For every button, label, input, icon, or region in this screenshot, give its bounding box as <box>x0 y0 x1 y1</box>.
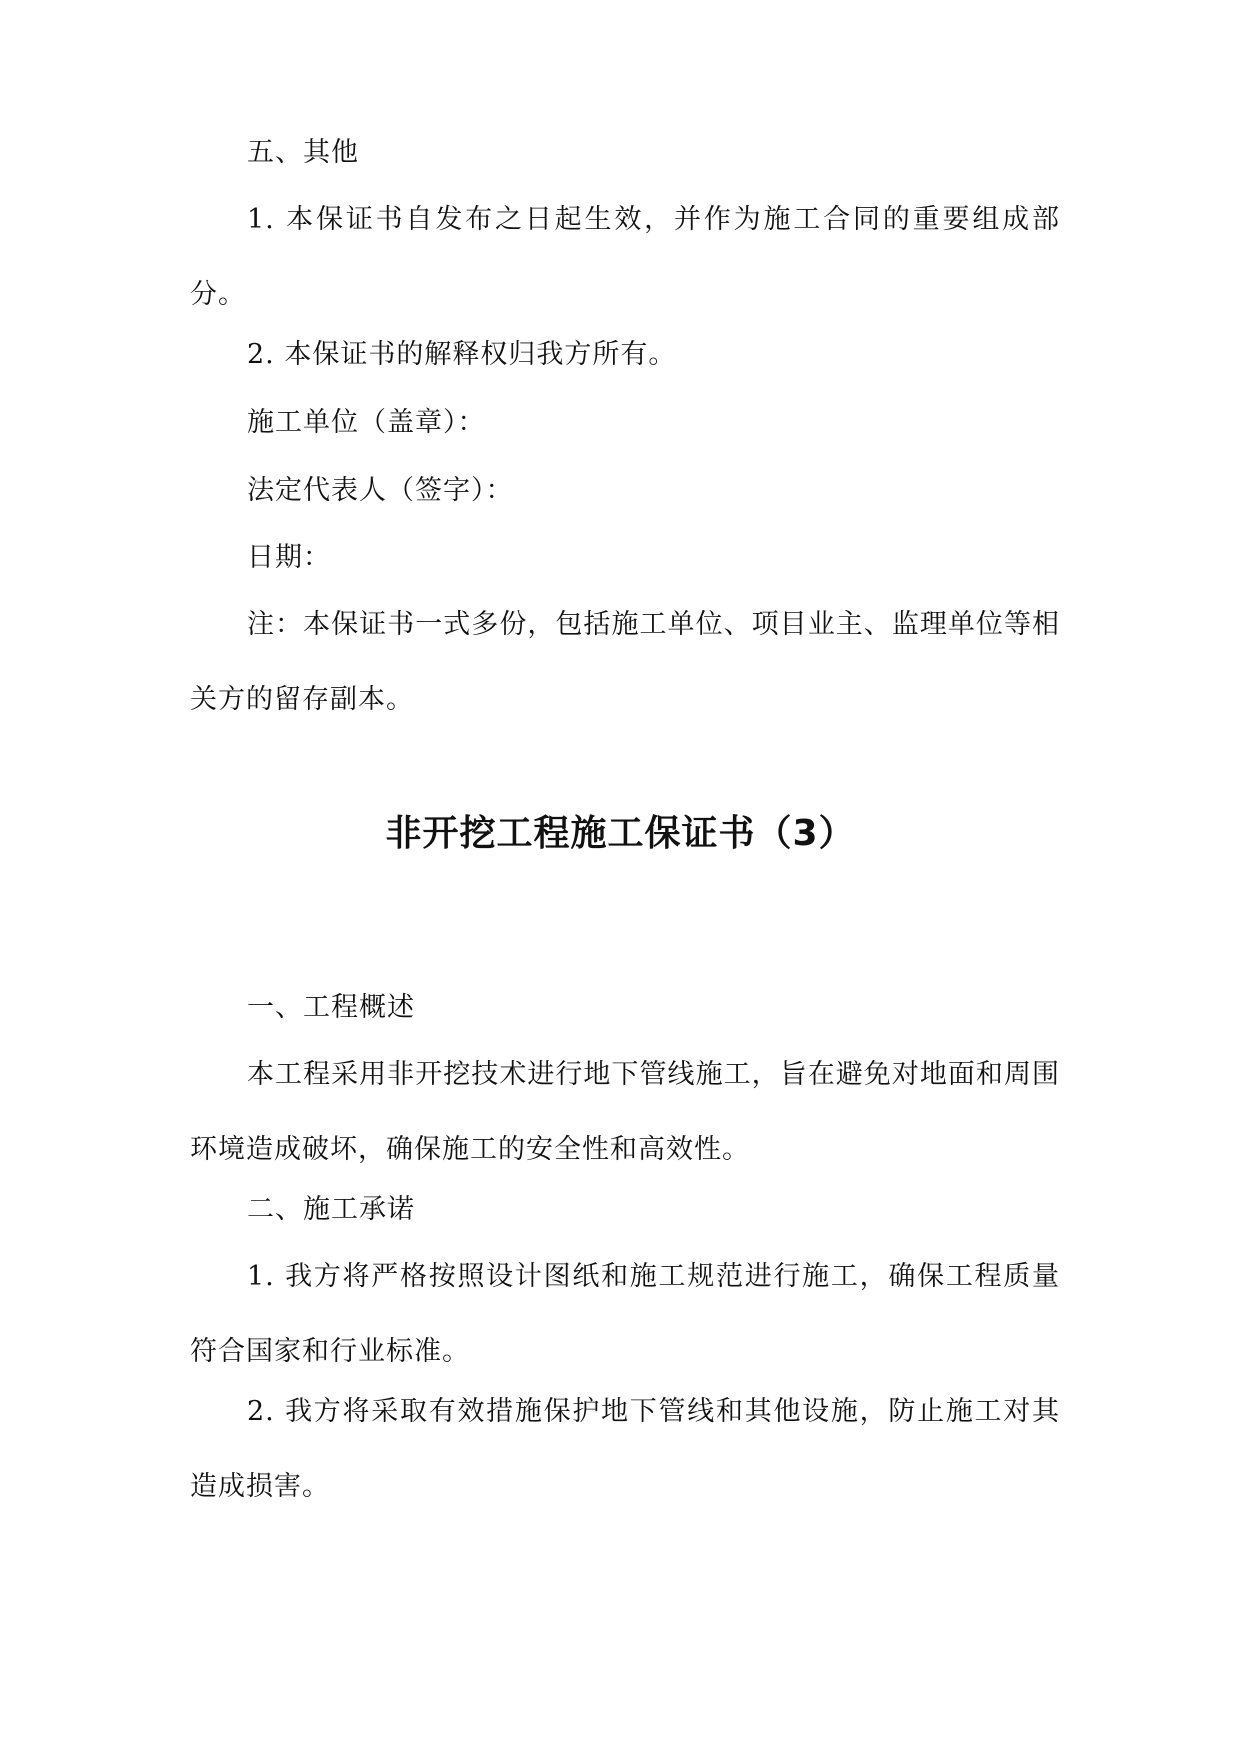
note-paragraph: 注：本保证书一式多份，包括施工单位、项目业主、监理单位等相关方的留存副本。 <box>190 609 1060 715</box>
construction-unit-seal-line: 施工单位（盖章）： <box>247 407 486 438</box>
paragraph-item-2: 2. 本保证书的解释权归我方所有。 <box>247 339 677 370</box>
date-line: 日期： <box>247 542 331 573</box>
document-title: 非开挖工程施工保证书（3） <box>385 813 856 854</box>
promise-item-1: 1. 我方将严格按照设计图纸和施工规范进行施工，确保工程质量符合国家和行业标准。 <box>190 1261 1060 1367</box>
section-heading-other: 五、其他 <box>247 137 359 168</box>
overview-paragraph: 本工程采用非开挖技术进行地下管线施工，旨在避免对地面和周围环境造成破坏，确保施工的安全性和高效性。 <box>190 1059 1060 1165</box>
paragraph-item-1: 1. 本保证书自发布之日起生效，并作为施工合同的重要组成部分。 <box>190 204 1060 310</box>
promise-item-2: 2. 我方将采取有效措施保护地下管线和其他设施，防止施工对其造成损害。 <box>190 1396 1060 1502</box>
legal-representative-signature-line: 法定代表人（签字）： <box>247 475 514 506</box>
section-heading-overview: 一、工程概述 <box>247 992 415 1023</box>
section-heading-promise: 二、施工承诺 <box>247 1194 415 1225</box>
